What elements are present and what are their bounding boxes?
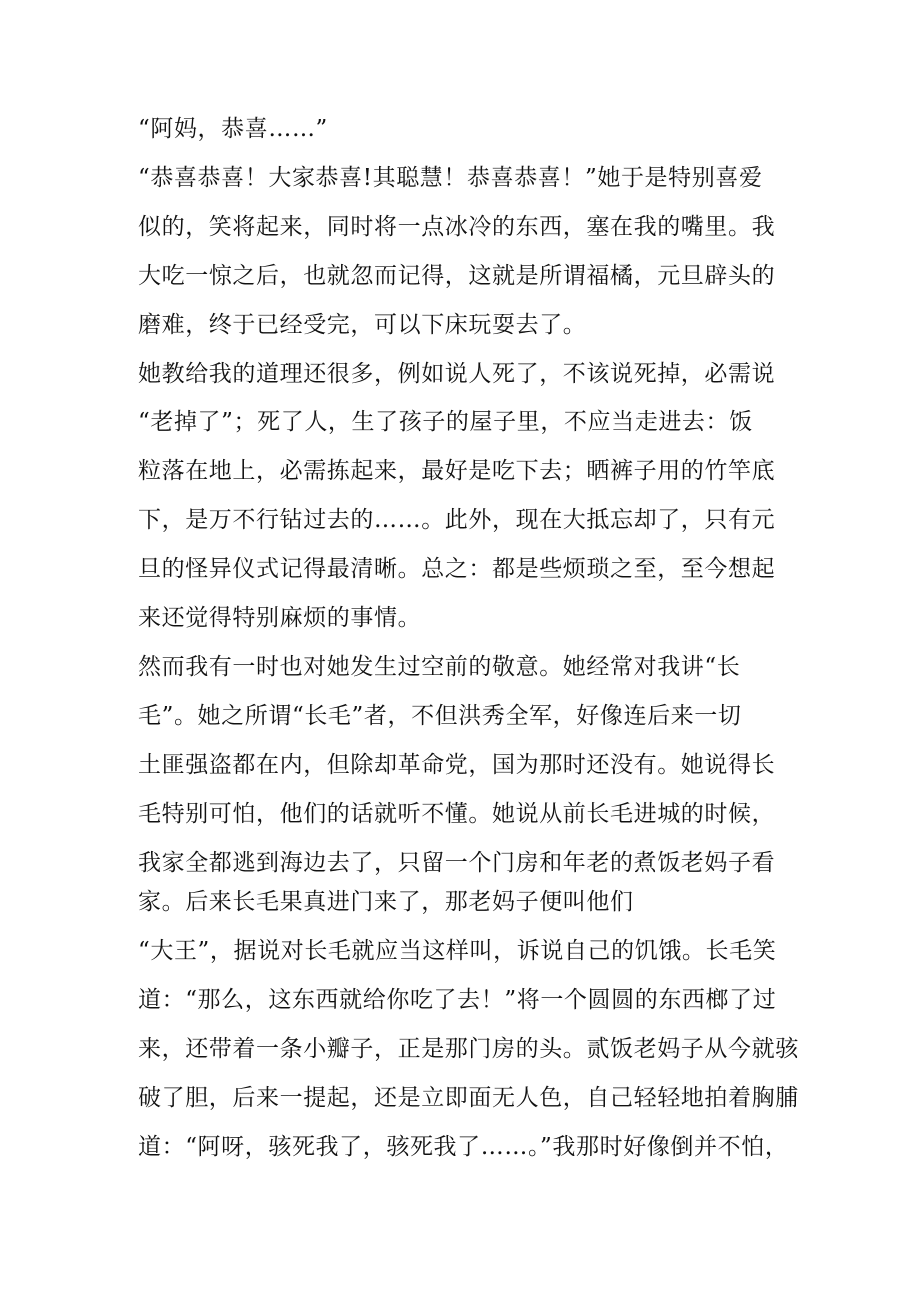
text-line: 她教给我的道理还很多，例如说人死了，不该说死掉，必需说 bbox=[138, 361, 776, 387]
text-line: 粒落在地上，必需拣起来，最好是吃下去；晒裤子用的竹竿底 bbox=[138, 458, 776, 484]
text-line: 我家全都逃到海边去了，只留一个门房和年老的煮饭老妈子看 bbox=[138, 850, 776, 876]
text-line: 磨难，终于已经受完，可以下床玩耍去了。 bbox=[138, 312, 587, 338]
text-line: 来还觉得特别麻烦的事情。 bbox=[138, 605, 422, 631]
text-line: “阿妈，恭喜……” bbox=[138, 116, 328, 142]
text-line: 破了胆，后来一提起，还是立即面无人色，自己轻轻地拍着胸脯 bbox=[138, 1085, 799, 1111]
text-line: 家。后来长毛果真进门来了，那老妈子便叫他们 bbox=[138, 889, 634, 915]
text-line: 旦的怪异仪式记得最清晰。总之：都是些烦琐之至，至今想起 bbox=[138, 556, 776, 582]
text-line: 大吃一惊之后，也就忽而记得，这就是所谓福橘，元旦辟头的 bbox=[138, 263, 776, 289]
text-line: 道：“阿呀，骇死我了，骇死我了……。”我那时好像倒并不怕， bbox=[138, 1134, 789, 1160]
text-line: 毛”。她之所谓“长毛”者，不但洪秀全军，好像连后来一切 bbox=[138, 703, 742, 729]
text-line: 来，还带着一条小瓣子，正是那门房的头。贰饭老妈子从今就骇 bbox=[138, 1036, 799, 1062]
text-line: “恭喜恭喜！大家恭喜!其聪慧！恭喜恭喜！”她于是特别喜爱 bbox=[138, 165, 763, 191]
text-line: 似的，笑将起来，同时将一点冰冷的东西，塞在我的嘴里。我 bbox=[138, 214, 776, 240]
text-line: 道：“那么，这东西就给你吃了去！”将一个圆圆的东西榔了过 bbox=[138, 987, 777, 1013]
text-line: “老掉了”；死了人，生了孩子的屋子里，不应当走进去：饭 bbox=[138, 409, 753, 435]
text-line: 下，是万不行钻过去的……。此外，现在大抵忘却了，只有元 bbox=[138, 507, 776, 533]
text-line: 毛特别可怕，他们的话就听不懂。她说从前长毛进城的时候， bbox=[138, 801, 776, 827]
text-line: 土匪强盗都在内，但除却革命党，国为那时还没有。她说得长 bbox=[138, 752, 776, 778]
text-line: “大王”，据说对长毛就应当这样叫，诉说自己的饥饿。长毛笑 bbox=[138, 938, 777, 964]
text-line: 然而我有一时也对她发生过空前的敬意。她经常对我讲“长 bbox=[138, 654, 741, 680]
